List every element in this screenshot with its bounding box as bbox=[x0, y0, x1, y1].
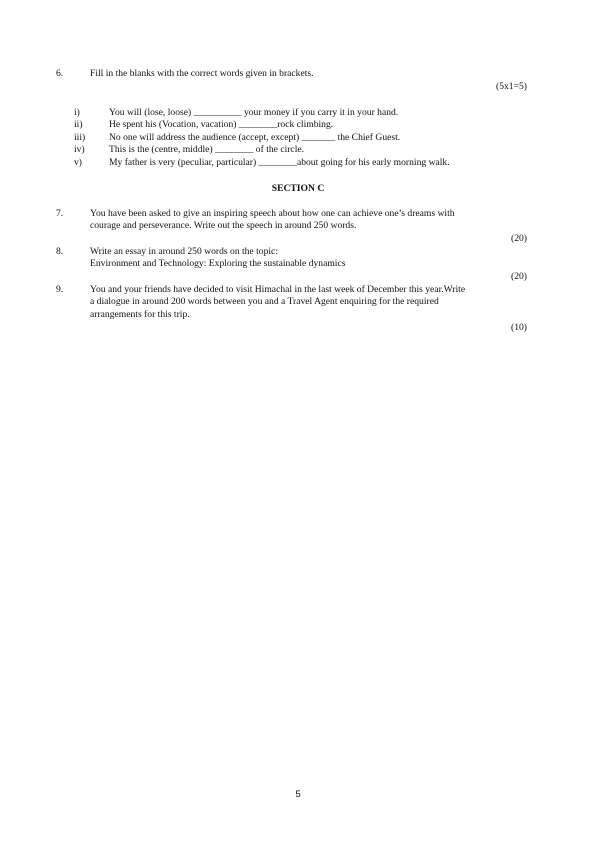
section-heading: SECTION C bbox=[271, 183, 325, 194]
question-9-marks: (10) bbox=[511, 322, 527, 333]
item-i-roman: i) bbox=[74, 107, 80, 118]
item-iii-text: No one will address the audience (accept, except) _______ the Chief Guest. bbox=[109, 132, 401, 143]
question-7-line-1: You have been asked to give an inspiring speech about how one can achieve one’s dreams with bbox=[90, 208, 455, 219]
question-9-number: 9. bbox=[56, 284, 64, 295]
question-8-marks: (20) bbox=[511, 271, 527, 282]
question-7-marks: (20) bbox=[511, 233, 527, 244]
question-8-number: 8. bbox=[56, 246, 64, 257]
question-9-line-3: arrangements for this trip. bbox=[90, 309, 190, 320]
question-9-line-1: You and your friends have decided to visit Himachal in the last week of December this year.Write bbox=[90, 284, 466, 295]
question-7-number: 7. bbox=[56, 208, 64, 219]
item-iv-text: This is the (centre, middle) ________ of the circle. bbox=[109, 144, 305, 155]
item-v-text: My father is very (peculiar, particular) ________about going for his early morning walk. bbox=[109, 157, 450, 168]
question-6-number: 6. bbox=[56, 68, 64, 79]
question-7-line-2: courage and perseverance. Write out the speech in around 250 words. bbox=[90, 220, 357, 231]
page-number: 5 bbox=[295, 789, 301, 800]
question-9-line-2: a dialogue in around 200 words between you and a Travel Agent enquiring for the required bbox=[90, 296, 439, 307]
item-iv-roman: iv) bbox=[74, 144, 85, 155]
item-v-roman: v) bbox=[74, 157, 82, 168]
item-ii-text: He spent his (Vocation, vacation) ________rock climbing. bbox=[109, 119, 334, 130]
item-ii-roman: ii) bbox=[74, 119, 83, 130]
question-8-line-1: Write an essay in around 250 words on the topic: bbox=[90, 246, 278, 257]
question-8-line-2: Environment and Technology: Exploring the sustainable dynamics bbox=[90, 258, 346, 269]
item-i-text: You will (lose, loose) __________ your money if you carry it in your hand. bbox=[109, 107, 399, 118]
item-iii-roman: iii) bbox=[74, 132, 86, 143]
question-6-text: Fill in the blanks with the correct words given in brackets. bbox=[90, 68, 314, 79]
question-6-marks: (5x1=5) bbox=[496, 81, 527, 92]
